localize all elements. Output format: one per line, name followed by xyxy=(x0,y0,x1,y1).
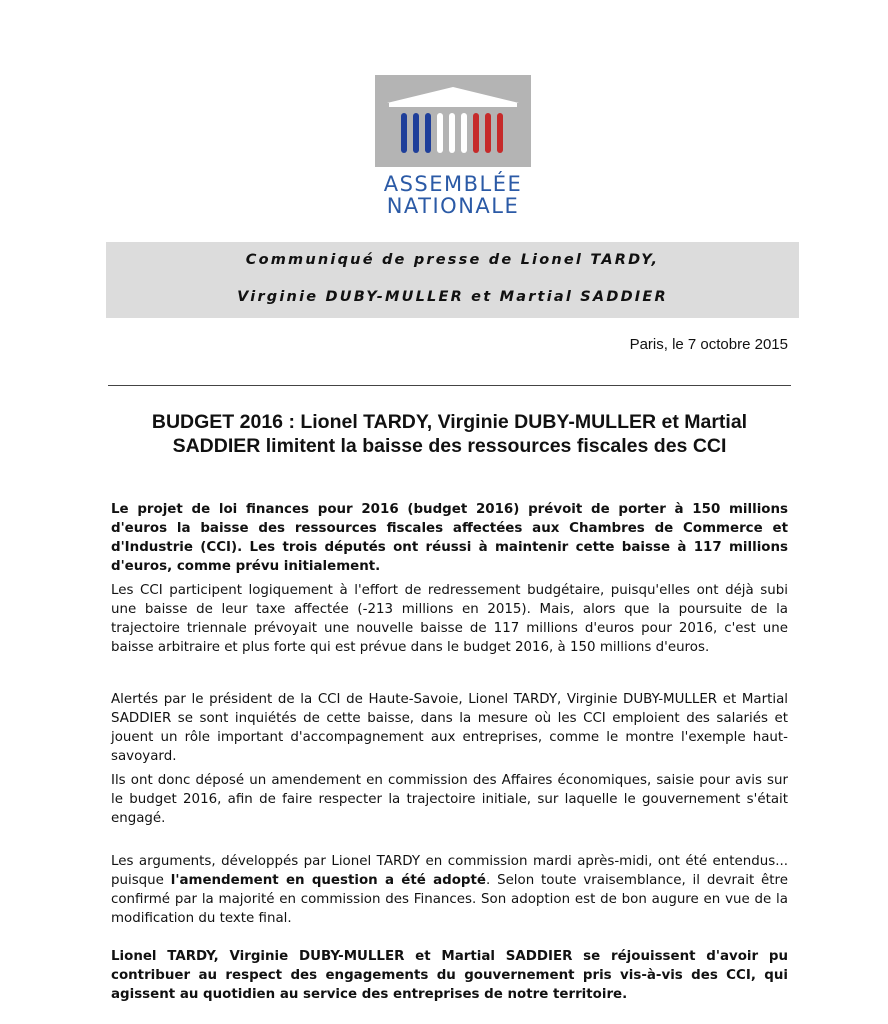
p5-text-a: Les arguments, développés par Lionel TARDY en commission mardi après-midi, ont été entendus... puisque xyxy=(111,854,788,888)
emblem-column xyxy=(485,113,491,153)
body-paragraph-2: Les CCI participent logiquement à l'effort de redressement budgétaire, puisqu'elles ont déjà subi une baisse de leur taxe affectée (-213 millions en 2015). Mais, alors que la poursuite de la trajectoire triennale prévoyait une nouvelle baisse de 117 millions d'euros pour 2016, c'est une baisse arbitraire et plus forte qui est prévue dans le budget 2016, à 150 millions d'euros. xyxy=(111,583,788,655)
emblem-column xyxy=(437,113,443,153)
emblem-column xyxy=(413,113,419,153)
assemblee-nationale-logo xyxy=(375,75,531,217)
p5-emphasis: l'amendement en question a été adopté xyxy=(170,873,486,888)
dateline: Paris, le 7 octobre 2015 xyxy=(629,336,788,353)
body-paragraph-3: Alertés par le président de la CCI de Haute-Savoie, Lionel TARDY, Virginie DUBY-MULLER et Martial SADDIER se sont inquiétés de cette baisse, dans la mesure où les CCI emploient des salariés et jouent un rôle important d'accompagnement aux entreprises, comme le montre l'exemple haut-savoyard. xyxy=(111,692,788,764)
emblem-column xyxy=(461,113,467,153)
page-title xyxy=(108,410,791,458)
lead-paragraph: Le projet de loi finances pour 2016 (budget 2016) prévoit de porter à 150 millions d'euros la baisse des ressources fiscales affectées aux Chambres de Commerce et d'Industrie (CCI). Les trois députés ont réussi à maintenir cette baisse à 117 millions d'euros, comme prévu initialement. xyxy=(111,502,788,574)
p5-text-c: . Selon toute vraisemblance, il devrait être confirmé par la majorité en commission des Finances. Son adoption est de bon augure en vue de la modification du texte final. xyxy=(111,873,788,926)
emblem-column xyxy=(473,113,479,153)
logo-line-1: ASSEMBLÉE xyxy=(383,172,523,196)
horizontal-divider xyxy=(108,385,791,386)
emblem-column xyxy=(401,113,407,153)
banner-line-2: Virginie DUBY-MULLER et Martial SADDIER xyxy=(237,289,668,305)
body-paragraph-5 xyxy=(111,852,788,928)
title-line-1: BUDGET 2016 : Lionel TARDY, Virginie DUBY-MULLER et Martial xyxy=(151,411,748,433)
emblem-column xyxy=(449,113,455,153)
body-paragraph-4: Ils ont donc déposé un amendement en commission des Affaires économiques, saisie pour avis sur le budget 2016, afin de faire respecter la trajectoire initiale, sur laquelle le gouvernement s'était engagé. xyxy=(111,773,788,826)
logo-line-2: NATIONALE xyxy=(386,194,520,218)
hemicycle-emblem-icon xyxy=(375,75,531,167)
banner-line-1: Communiqué de presse de Lionel TARDY, xyxy=(245,252,660,268)
press-release-banner xyxy=(106,242,799,318)
title-line-2: SADDIER limitent la baisse des ressources fiscales des CCI xyxy=(172,435,727,457)
closing-paragraph: Lionel TARDY, Virginie DUBY-MULLER et Martial SADDIER se réjouissent d'avoir pu contribuer au respect des engagements du gouvernement pris vis-à-vis des CCI, qui agissent au quotidien au service des entreprises de notre territoire. xyxy=(111,949,788,1002)
emblem-column xyxy=(425,113,431,153)
emblem-column xyxy=(497,113,503,153)
